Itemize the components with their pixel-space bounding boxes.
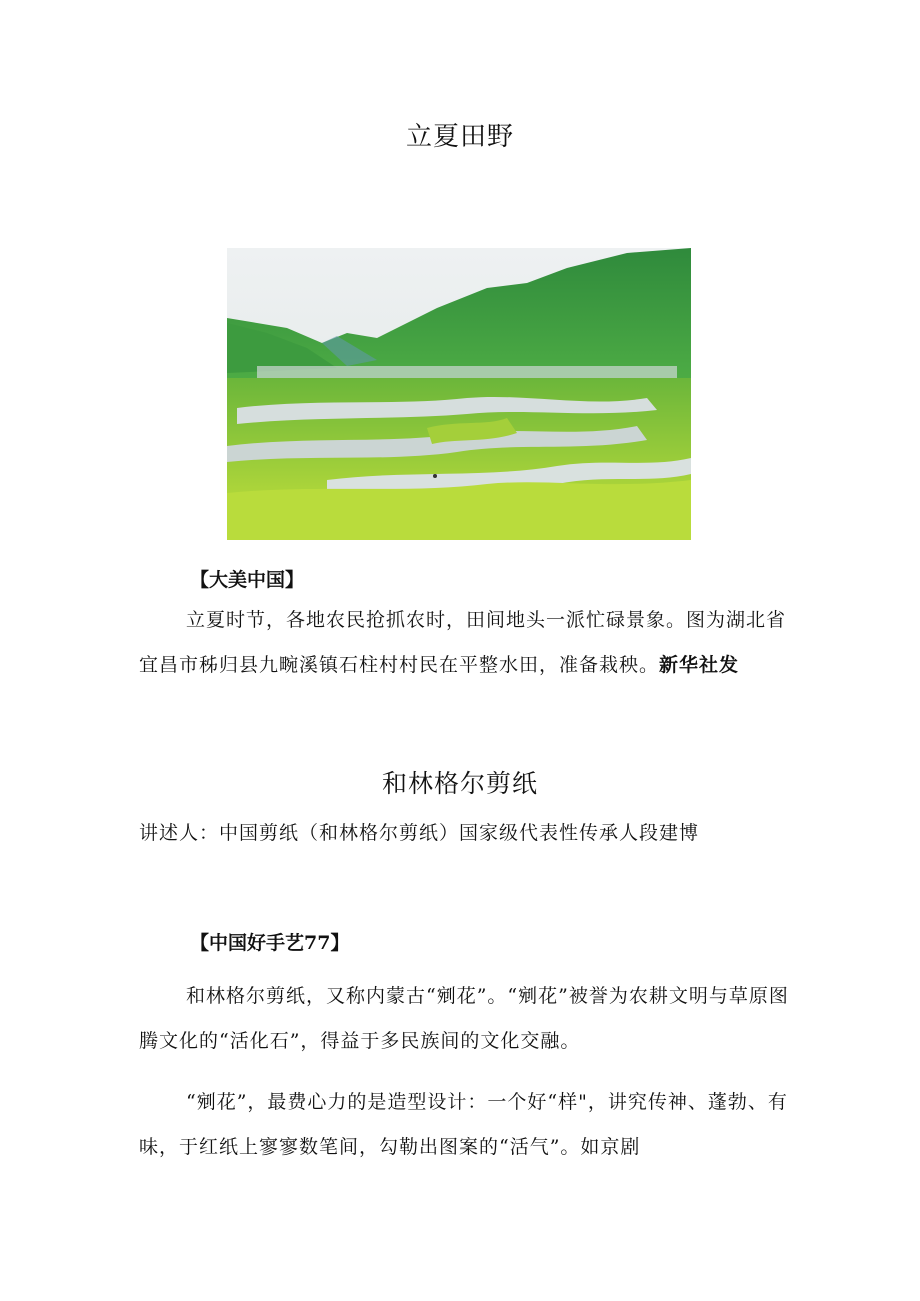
terraced-field-photo (227, 248, 691, 540)
narrator-line: 讲述人：中国剪纸（和林格尔剪纸）国家级代表性传承人段建博 (139, 822, 700, 844)
section-tag-zhongguohaoshouyi: 【中国好手艺77】 (190, 932, 350, 954)
paragraph-1: 和林格尔剪纸，又称内蒙古“剜花”。“剜花”被誉为农耕文明与草原图腾文化的“活化石”，得益于多民族间的文化交融。 (139, 985, 789, 1052)
paragraph-2: “剜花”，最费心力的是造型设计：一个好“样"，讲究传神、蓬勃、有味，于红纸上寥寥数笔间，勾勒出图案的“活气”。如京剧 (139, 1091, 788, 1158)
photo-caption (139, 598, 789, 688)
caption-text: 立夏时节，各地农民抢抓农时，田间地头一派忙碌景象。图为湖北省宜昌市秭归县九畹溪镇石柱村村民在平整水田，准备栽秧。 (139, 609, 787, 676)
article-title: 和林格尔剪纸 (381, 769, 538, 798)
caption-credit: 新华社发 (659, 654, 740, 676)
page-title: 立夏田野 (405, 122, 514, 152)
section-tag-dameizhongguo: 【大美中国】 (190, 569, 305, 591)
